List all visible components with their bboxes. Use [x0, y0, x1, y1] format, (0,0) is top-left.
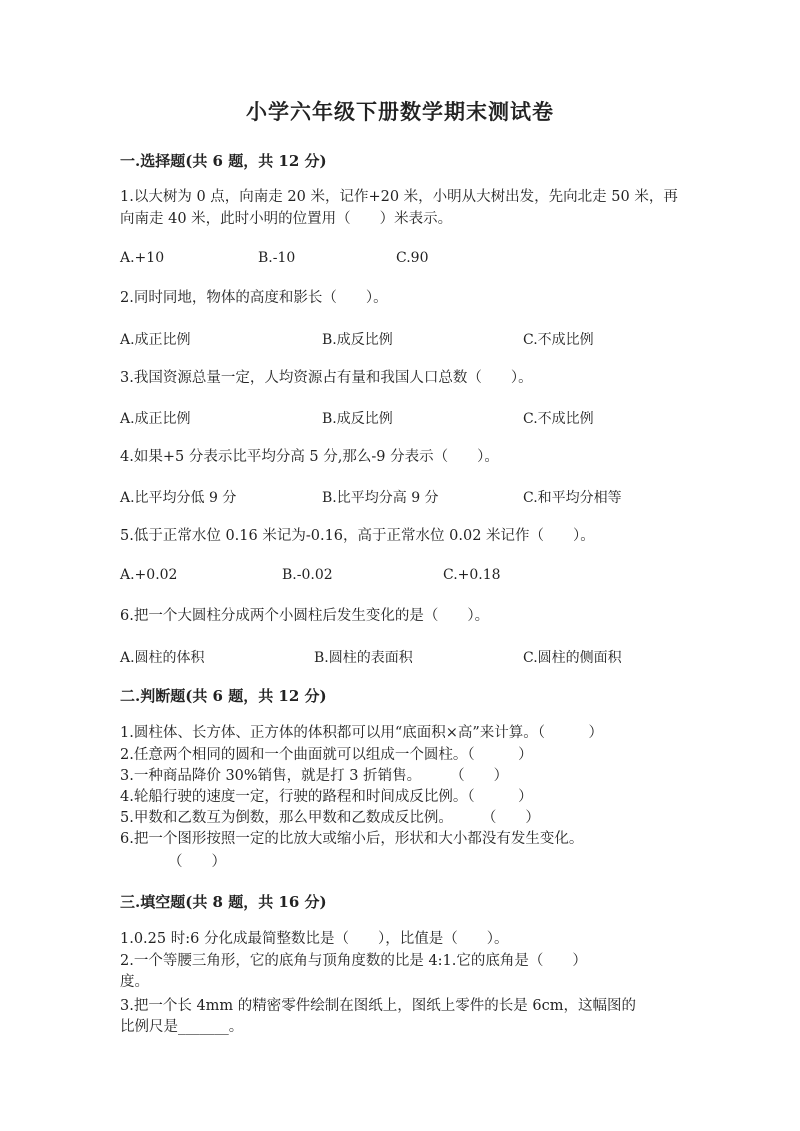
fill-line-5: 比例尺是_______。 [120, 1019, 244, 1035]
fill-line-4: 3.把一个长 4mm 的精密零件绘制在图纸上，图纸上零件的长是 6cm，这幅图的 [120, 998, 636, 1014]
section-3-heading: 三.填空题(共 8 题，共 16 分) [120, 893, 327, 911]
q6-option-c: C.圆柱的侧面积 [523, 650, 622, 666]
section-1-heading: 一.选择题(共 6 题，共 12 分) [120, 152, 327, 170]
q1-option-c: C.90 [396, 250, 429, 266]
question-6: 6.把一个大圆柱分成两个小圆柱后发生变化的是（ ）。 [120, 608, 490, 624]
q3-option-b: B.成反比例 [322, 411, 393, 427]
section-2-heading: 二.判断题(共 6 题，共 12 分) [120, 687, 327, 705]
judge-item-5: 5.甲数和乙数互为倒数，那么甲数和乙数成反比例。 （ ） [120, 810, 540, 826]
judge-item-6-answer: （ ） [168, 854, 226, 870]
q1-option-b: B.-10 [258, 250, 296, 266]
q6-option-a: A.圆柱的体积 [120, 650, 205, 666]
judge-item-6: 6.把一个图形按照一定的比放大或缩小后，形状和大小都没有发生变化。 [120, 831, 584, 847]
q2-option-a: A.成正比例 [120, 332, 191, 348]
page-title: 小学六年级下册数学期末测试卷 [246, 99, 554, 124]
judge-item-2: 2.任意两个相同的圆和一个曲面就可以组成一个圆柱。（ ） [120, 747, 533, 763]
q5-option-c: C.+0.18 [443, 567, 501, 583]
question-4: 4.如果+5 分表示比平均分高 5 分,那么-9 分表示（ ）。 [120, 449, 499, 465]
judge-item-4: 4.轮船行驶的速度一定，行驶的路程和时间成反比例。（ ） [120, 789, 533, 805]
q4-option-b: B.比平均分高 9 分 [322, 490, 439, 506]
judge-item-3: 3.一种商品降价 30%销售，就是打 3 折销售。 （ ） [120, 768, 509, 784]
q4-option-c: C.和平均分相等 [523, 490, 622, 506]
question-1: 1.以大树为 0 点，向南走 20 米，记作+20 米，小明从大树出发，先向北走 50 米，再向南走 40 米，此时小明的位置用（ ）米表示。 [120, 189, 678, 227]
q6-option-b: B.圆柱的表面积 [314, 650, 413, 666]
q5-option-a: A.+0.02 [120, 567, 178, 583]
q2-option-c: C.不成比例 [523, 332, 594, 348]
fill-line-1: 1.0.25 时:6 分化成最简整数比是（ ），比值是（ ）。 [120, 931, 509, 947]
q4-option-a: A.比平均分低 9 分 [120, 490, 237, 506]
q5-option-b: B.-0.02 [282, 567, 333, 583]
fill-line-2: 2.一个等腰三角形，它的底角与顶角度数的比是 4:1.它的底角是（ ） [120, 953, 587, 969]
q3-option-c: C.不成比例 [523, 411, 594, 427]
q3-option-a: A.成正比例 [120, 411, 191, 427]
fill-line-3: 度。 [120, 974, 149, 990]
q2-option-b: B.成反比例 [322, 332, 393, 348]
question-5: 5.低于正常水位 0.16 米记为-0.16，高于正常水位 0.02 米记作（ ）。 [120, 528, 595, 544]
question-2: 2.同时同地，物体的高度和影长（ ）。 [120, 290, 388, 306]
question-3: 3.我国资源总量一定，人均资源占有量和我国人口总数（ ）。 [120, 370, 533, 386]
judge-item-1: 1.圆柱体、长方体、正方体的体积都可以用“底面积×高”来计算。（ ） [120, 725, 604, 741]
q1-option-a: A.+10 [120, 250, 165, 266]
